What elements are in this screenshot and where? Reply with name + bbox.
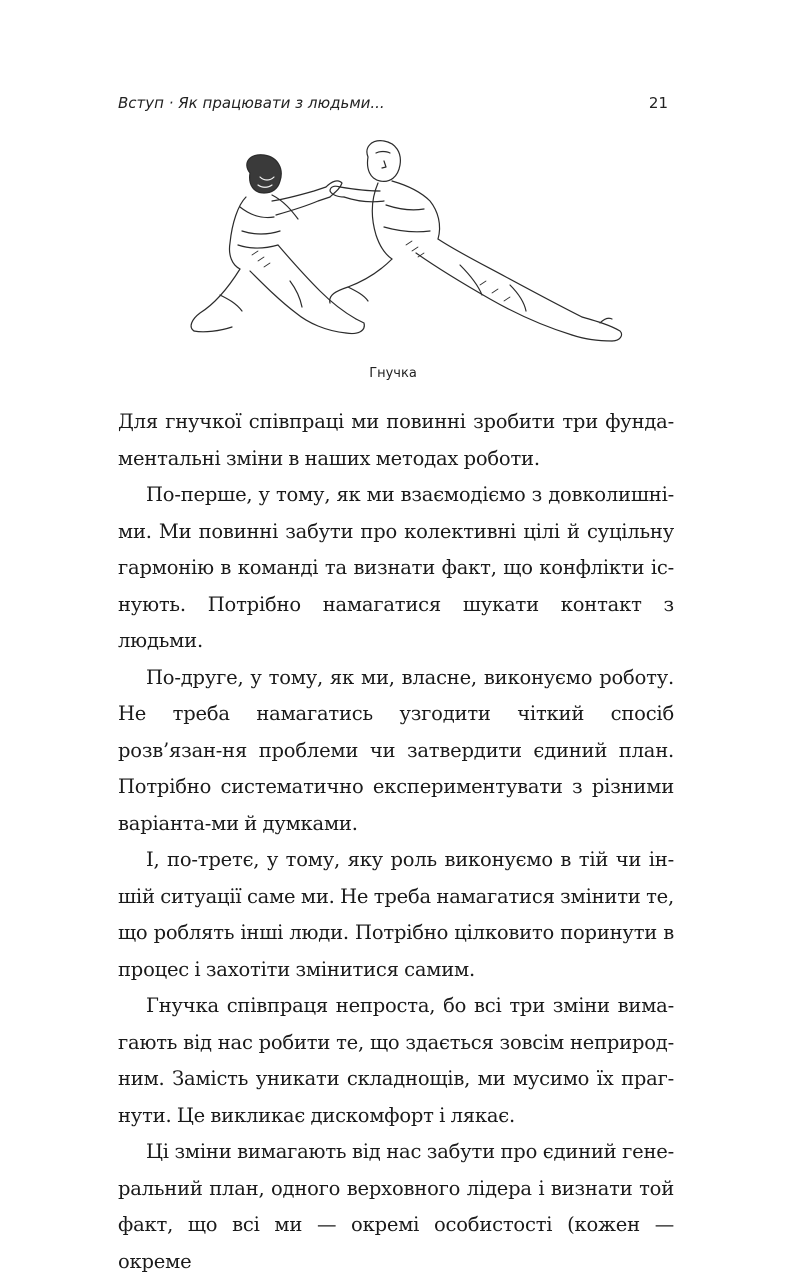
paragraph-5: Гнучка співпраця непроста, бо всі три зміни вима-гають від нас робити те, що здається зовсім неприрод-ним. Замість уникати складнощів, ми мусимо їх праг-нути. Це викликає дискомфорт і лякає. [118, 994, 674, 1127]
paragraph-3: По-друге, у тому, як ми, власне, виконуємо роботу. Не треба намагатись узгодити чіткий спосіб розв’язан-ня проблеми чи затвердити єдиний план. Потрібно систематично експериментувати з різними варіанта-ми й думками. [118, 665, 674, 835]
paragraph-1: Для гнучкої співпраці ми повинні зробити три фунда-ментальні зміни в наших методах роботи. [118, 410, 674, 470]
paragraph-2: По-перше, у тому, як ми взаємодіємо з довколишні-ми. Ми повинні забути про колективні цілі й суцільну гармонію в команді та визнати факт, що конфлікти іс-нують. Потрібно намагатися шукати контакт з людьми. [118, 483, 674, 652]
body-text [118, 404, 674, 1280]
tai-chi-sketch-icon [180, 135, 630, 365]
running-title: Вступ · Як працювати з людьми... [118, 94, 385, 112]
illustration-tai-chi-pair [180, 135, 630, 365]
figure-caption: Гнучка [369, 366, 417, 381]
paragraph-6: Ці зміни вимагають від нас забути про єдиний гене-ральний план, одного верховного лідера і визнати той факт, що всі ми — окремі особистості (кожен — окреме [118, 1140, 674, 1273]
paragraph-4: І, по-третє, у тому, яку роль виконуємо в тій чи ін-шій ситуації саме ми. Не треба намагатися змінити те, що роблять інші люди. Потрібно цілковито поринути в процес і захотіти змінитися самим. [118, 848, 674, 981]
page-number: 21 [648, 94, 668, 112]
running-head [118, 94, 668, 118]
